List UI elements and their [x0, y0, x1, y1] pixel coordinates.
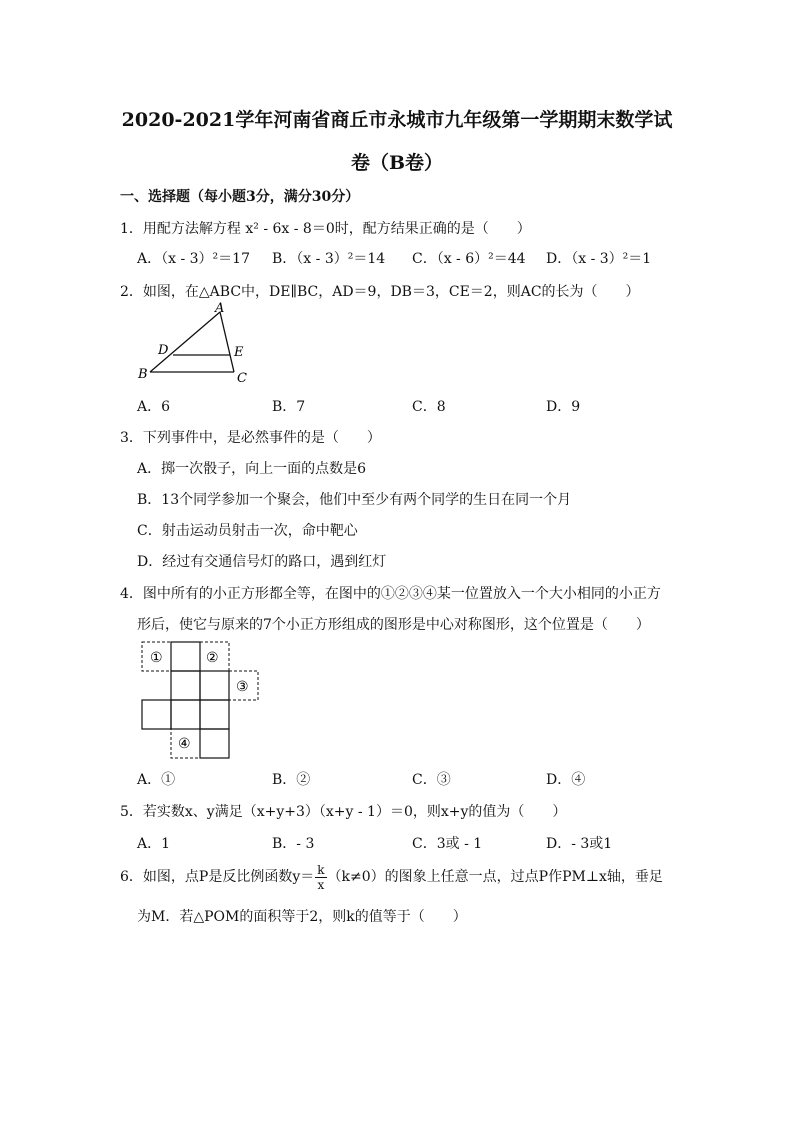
- question-2-option-d: D．9: [546, 399, 581, 415]
- fraction-denominator: x: [317, 877, 325, 892]
- question-3-option-a: A．掷一次骰子，向上一面的点数是6: [137, 461, 367, 477]
- document-title-line2: 卷（B卷）: [350, 152, 444, 174]
- question-5-option-c: C．3或 - 1: [412, 836, 483, 852]
- square-grid-figure: [138, 638, 264, 762]
- question-4-option-d: D．④: [546, 772, 586, 788]
- question-4-option-c: C．③: [412, 772, 451, 788]
- question-4-stem-line1: 4．图中所有的小正方形都全等，在图中的①②③④某一位置放入一个大小相同的小正方: [120, 586, 661, 602]
- grid-square: [171, 700, 200, 729]
- question-2-option-a: A．6: [137, 399, 171, 415]
- label-b: B: [138, 367, 148, 382]
- question-5-option-a: A．1: [137, 836, 171, 852]
- question-1-option-b: B．（x - 3）²＝14: [272, 251, 386, 267]
- side-ab: [150, 312, 220, 372]
- question-2-option-b: B．7: [272, 399, 306, 415]
- question-3-option-d: D．经过有交通信号灯的路口，遇到红灯: [137, 554, 387, 570]
- question-6-stem-line1: [120, 860, 663, 894]
- grid-square: [200, 700, 229, 729]
- question-5-option-d: D．- 3或1: [546, 836, 613, 852]
- question-2-stem: 2．如图，在△ABC中，DE∥BC，AD＝9，DB＝3，CE＝2，则AC的长为（ ）: [120, 284, 640, 300]
- position-2-label: ②: [206, 650, 219, 666]
- question-4-option-b: B．②: [272, 772, 311, 788]
- question-6-stem-part2: （k≠0）的图象上任意一点，过点P作PM⊥x轴，垂足: [327, 869, 663, 885]
- question-3-option-b: B．13个同学参加一个聚会，他们中至少有两个同学的生日在同一个月: [137, 492, 572, 508]
- grid-square: [171, 642, 200, 671]
- grid-square: [171, 671, 200, 700]
- label-e: E: [234, 345, 244, 360]
- question-1-stem: 1．用配方法解方程 x² - 6x - 8＝0时，配方结果正确的是（ ）: [120, 221, 531, 237]
- question-4-option-a: A．①: [137, 772, 176, 788]
- question-5-option-b: B．- 3: [272, 836, 315, 852]
- triangle-figure: [130, 300, 260, 390]
- grid-square: [200, 671, 229, 700]
- question-5-stem: 5．若实数x、y满足（x+y+3）（x+y - 1）＝0，则x+y的值为（ ）: [120, 804, 567, 820]
- question-4-stem-line2: 形后，使它与原来的7个小正方形组成的图形是中心对称图形，这个位置是（ ）: [137, 617, 650, 633]
- label-c: C: [237, 371, 247, 386]
- question-1-option-d: D．（x - 3）²＝1: [546, 251, 652, 267]
- position-1-label: ①: [150, 650, 163, 666]
- question-3-stem: 3．下列事件中，是必然事件的是（ ）: [120, 430, 381, 446]
- question-6-stem-line2: 为M．若△POM的面积等于2，则k的值等于（ ）: [137, 909, 467, 925]
- question-3-option-c: C．射击运动员射击一次，命中靶心: [137, 523, 358, 539]
- question-2-option-c: C．8: [412, 399, 446, 415]
- question-1-option-c: C．（x - 6）²＝44: [412, 251, 526, 267]
- position-3-label: ③: [236, 679, 249, 695]
- grid-square: [200, 729, 229, 758]
- document-title-line1: 2020-2021学年河南省商丘市永城市九年级第一学期期末数学试: [121, 109, 673, 131]
- question-6-stem-part1: 6．如图，点P是反比例函数y＝: [120, 869, 315, 885]
- label-a: A: [215, 301, 225, 316]
- grid-square: [142, 700, 171, 729]
- position-4-label: ④: [178, 736, 191, 752]
- section-header: 一、选择题（每小题3分，满分30分）: [120, 189, 360, 205]
- side-ac: [220, 312, 234, 372]
- fraction-k-over-x: [315, 863, 326, 892]
- fraction-numerator: k: [317, 862, 325, 877]
- label-d: D: [158, 343, 169, 358]
- question-1-option-a: A．（x - 3）²＝17: [137, 251, 250, 267]
